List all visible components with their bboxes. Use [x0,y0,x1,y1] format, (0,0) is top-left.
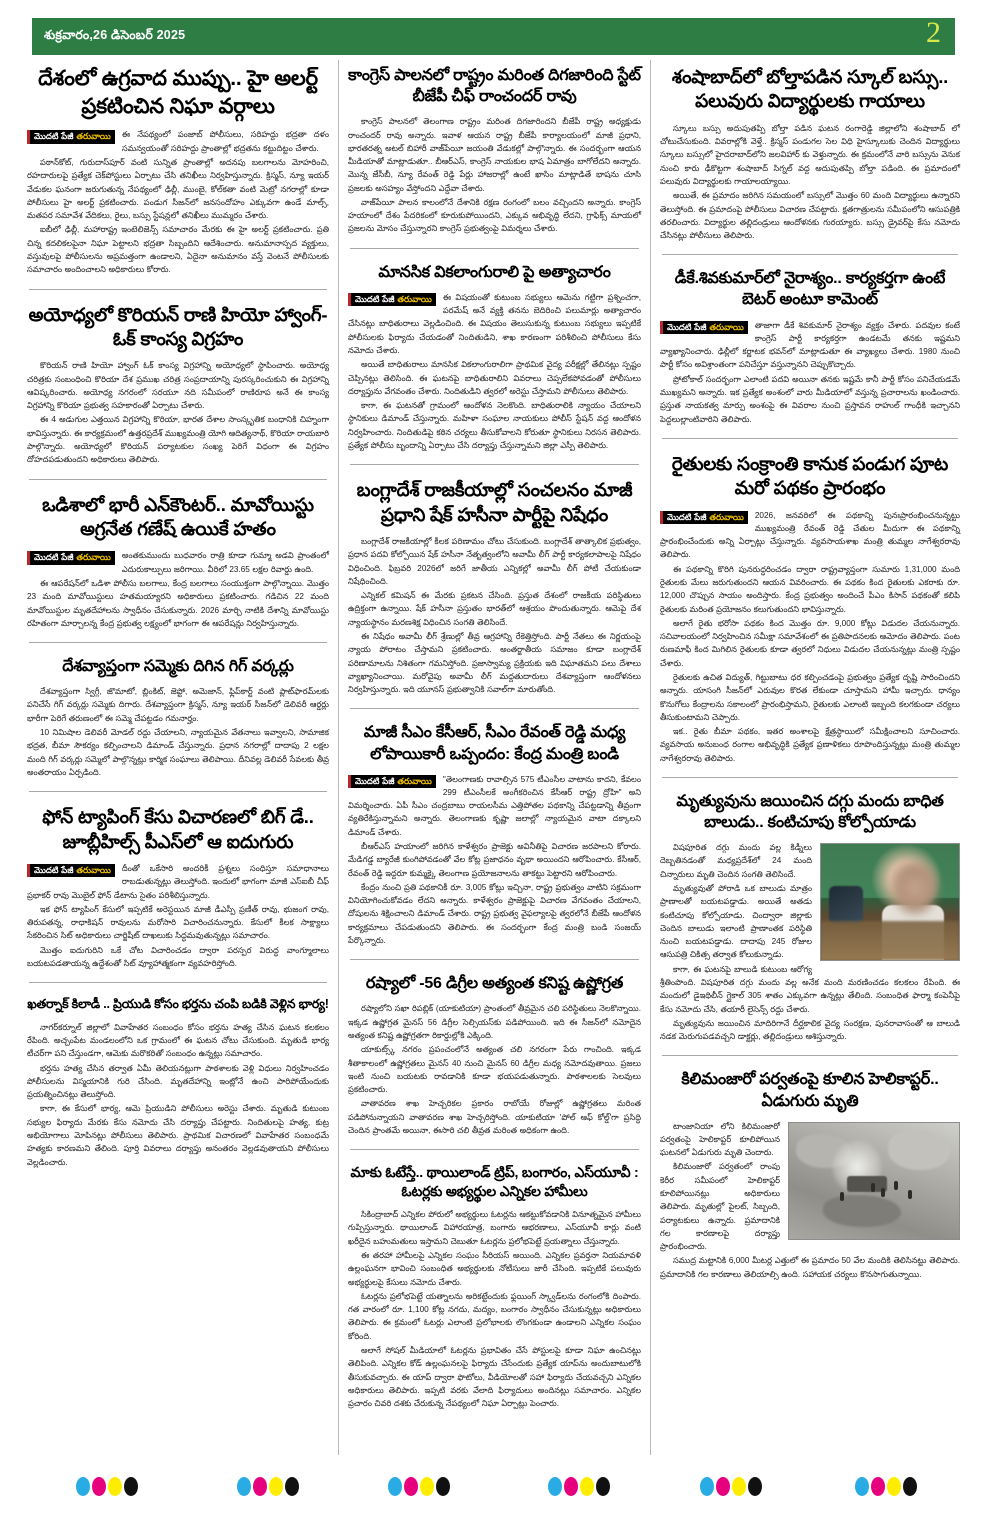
article-headline: మృత్యువును జయించిన దగ్గు మందు బాధిత బాలుడు.. కంటిచూపు కోల్పోయాడు [676,792,944,832]
article-paragraph: ఈ ఆపరేషన్‌లో ఒడిశా పోలీసు బలగాలు, కేంద్ర బలగాలు సంయుక్తంగా పాల్గొన్నాయి. మొత్తం 23 మంది మావోయిస్టులు హతమయ్యారని అధికారులు ప్రకటించారు. గడిచిన 22 మంది మావోయిస్టుల మృతదేహాలను స్వాధీనం చేసుకున్నారు. 2026 మార్చి నాటికి దేశాన్ని మావోయిస్టు రహితంగా మార్చాలన్న కేంద్ర ప్రభుత్వ లక్ష్యంలో భాగంగా ఈ ఆపరేషన్లు నిర్వహిస్తున్నారు. [27,578,329,628]
column-grid [18,60,969,1455]
article-paragraph: ఓటర్లను ప్రలోభపెట్టే యత్నాలను అరికట్టేందుకు ఫ్లయింగ్ స్క్వాడ్‌లను రంగంలోకి దింపారు. గత వారంలో రూ. 1,100 కోట్ల నగదు, మద్యం, బంగారం స్వాధీనం చేసుకున్నట్లు అధికారులు తెలిపారు. ఈ క్రమంలో ఓటర్లు ఎలాంటి ప్రలోభాలకు లొంగకుండా ఉండాలని ఎన్నికల సంఘం కోరింది. [348,1291,641,1341]
article-paragraph: విషపూరిత దగ్గు మందు వల్ల కిడ్నీలు దెబ్బతినడంతో మధ్యప్రదేశ్‌లో 24 మంది చిన్నారులు మృతి చెందిన సంగతి తెలిసిందే. [660,843,812,879]
cmyk-registration-strip [0,1477,987,1503]
continued-badge-suffix: తరువాయి [709,511,744,522]
registration-mark-group [700,1477,762,1496]
yellow-dot-icon [580,1477,594,1496]
article-paragraph: మృత్యువుతో పోరాడి ఒక బాలుడు మాత్రం ప్రాణాలతో బయటపడ్డాడు. అయితే అతడు కంటిచూపు కోల్పోయాడు. చింద్వారా జిల్లాకు చెందిన బాలుడు ఇలాంటి ప్రాణాంతక పరిస్థితి నుంచి బయటపడ్డాడు. దాదాపు 245 రోజుల ఆసుపత్రి చికిత్స తర్వాత కోలుకున్నాడు. [660,884,812,960]
column-left [18,60,338,1455]
article-russia-cold-record [348,968,641,1142]
column-center [338,60,651,1455]
article-paragraph: బీఆర్ఎస్ హయాంలో జరిగిన కాళేశ్వరం ప్రాజెక్టు అవినీతిపై విచారణ జరపాలని కోరారు. మేడిగడ్డ బ్యారేజీ కుంగిపోవడంతో వేల కోట్ల ప్రజాధనం వృథా అయిందని ఆరోపించారు. కేసీఆర్, రేవంత్ రెడ్డి ఇద్దరూ కుమ్మక్కై తెలంగాణ ప్రయోజనాలను తాకట్టు పెట్టారని ఆరోపించారు. [348,842,641,878]
section-divider [29,479,327,480]
section-divider [29,289,327,290]
article-headline: అయోధ్యలో కొరియన్ రాణి హియో హ్వాంగ్-ఓక్ కాంస్య విగ్రహం [28,303,328,349]
continued-badge-suffix: తరువాయి [397,293,432,304]
continued-badge-label: మొదటి పేజీ [355,775,395,786]
photo-person [881,1188,885,1197]
article-headline: బంగ్లాదేశ్ రాజకీయాల్లో సంచలనం మాజీ ప్రధాని షేక్ హసీనా పార్టీపై నిషేధం [356,479,633,525]
continued-badge-label: మొదటి పేజీ [667,321,707,332]
section-divider [662,438,958,439]
article-headline: డీకే.శివకుమార్‌లో నైరాశ్యం.. కార్యకర్తగా ఉంటే బెటర్ అంటూ కామెంట్ [674,270,946,309]
article-headline: దేశంలో ఉగ్రవాద ముప్పు.. హై అలర్ట్ ప్రకటించిన నిఘా వర్గాలు [38,67,318,118]
section-divider [662,254,958,255]
black-dot-icon [124,1477,138,1496]
article-korean-queen-statue [27,298,329,472]
article-headline: కిలిమంజారో పర్వతంపై కూలిన హెలికాప్టర్.. ఏడుగురు మృతి [681,1071,939,1110]
article-bangladesh-party-ban [348,473,641,701]
yellow-dot-icon [887,1477,901,1496]
cyan-dot-icon [237,1477,251,1496]
continued-badge-suffix: తరువాయి [76,864,111,875]
article-paragraph: కాగా, ఈ ఘటనతో గ్రామంలో ఆందోళన నెలకొంది. బాధితురాలికి న్యాయం చేయాలని స్థానికులు డిమాండ్ చేస్తున్నారు. మహిళా సంఘాల నాయకులు పోలీస్ స్టేషన్ వద్ద ఆందోళన నిర్వహించారు. నిందితుడిపై కఠిన చర్యలు తీసుకోవాలని కోరుతూ స్థానికులు నిరసన తెలిపారు. ప్రత్యేక పోలీసు బృందాన్ని ఏర్పాటు చేసి దర్యాప్తు చేస్తున్నామని జిల్లా ఎస్పీ తెలిపారు. [348,401,641,450]
magenta-dot-icon [404,1477,418,1496]
article-paragraph: ప్రోటోకాల్ సందర్భంగా ఎలాంటి పదవి అయినా తనకు ఇష్టమే కానీ పార్టీ కోసం పనిచేయడమే ముఖ్యమని అన్నారు. ఇక ప్రత్యేక అంశంలో వారు మీడియాలో వస్తున్న ప్రచారాలను ఖండించారు. ప్రస్తుత నాయకత్వ మార్పు అంశంపై ఈ వివరాల నుంచి ప్రస్తావన రాహుల్ గాంధీకి ఇచ్చానని పెద్దలుల్లాంటివారిని తెలిపారు. [660,374,960,424]
registration-mark-group [855,1477,917,1496]
photo-person [840,1192,844,1201]
blurred-face-overlay [893,863,937,913]
photo-person [871,1183,875,1192]
article-paragraph: వాజ్‌పేయీ పాలన కాలంలోనే దేశానికి రక్షణ రంగంలో బలం వచ్చిందని అన్నారు. కాంగ్రెస్ హయాంలో దేశం పేదరికంలో కూరుకుపోయిందని, ఎక్కువ అభివృద్ధి లేదని, గ్రాఫిక్స్ మాయలో ప్రజలను మోసం చేస్తున్నారని కాంగ్రెస్ ప్రభుత్వంపై విమర్శలు చేశారు. [348,197,641,234]
article-paragraph: నాగర్‌కర్నూల్ జిల్లాలో వివాహేతర సంబంధం కోసం భర్తను హత్య చేసిన ఘటన కలకలం రేపింది. అచ్చంపేట మండలంలోని ఒక గ్రామంలో ఈ ఘటన చోటు చేసుకుంది. మృతుడి భార్య టీచర్‌గా పని చేస్తుండగా, ఆమెకు మరొకరితో సంబంధం ఉన్నట్లు సమాచారం. [27,1022,329,1059]
article-headline: మాజీ సీఎం కేసీఆర్, సీఎం రేవంత్ రెడ్డి మధ్య లోపాయికారీ ఒప్పందం: కేంద్ర మంత్రి బండి [363,724,626,763]
article-headline: ఫోన్ ట్యాపింగ్ కేసు విచారణలో బిగ్ డే.. జూబ్లీహిల్స్ పీఎస్‌లో ఆ ఐదుగురు [42,806,314,852]
article-phone-tapping-case [27,800,329,975]
section-divider [662,1055,958,1056]
article-headline: మానసిక వికలాంగురాలి పై అత్యాచారం [378,263,611,281]
article-paragraph: స్కూలు బస్సు అదుపుతప్పి బోల్తా పడిన ఘటన రంగారెడ్డి జిల్లాలోని శంషాబాద్ లో చోటుచేసుకుంది. వివరాల్లోకి వెళ్తే.. క్రిస్మస్ పండుగల సెల విధి హైస్కూలుకు చెందిన విద్యార్థులు స్కూలు బస్సులో హైదరాబాద్‌లోని జలవిహార్ కు వెళ్తున్నారు. ఈ క్రమంలోనే వారి బస్సును వెనుక నుంచి కారు ఢీకొట్టగా శంషాబాద్ సిగ్నల్ వద్ద అదుపుతప్పి బోల్తా పడింది. ఈ ప్రమాదంలో పలువురు విద్యార్థులకు గాయాలయ్యాయి. [660,123,960,186]
article-paragraph: భర్తను హత్య చేసిన తర్వాత ఏమీ తెలియనట్లుగా పాఠశాలకు వెళ్లి విధులు నిర్వహించడం పోలీసులను విస్మయానికి గురి చేసింది. మృతదేహాన్ని ఇంట్లోనే ఉంచి పారిపోయేందుకు ప్రయత్నించినట్లు తెలుస్తోంది. [27,1063,329,1100]
article-paragraph: కాగా, ఈ కేసులో భార్య, ఆమె ప్రియుడిని పోలీసులు అరెస్టు చేశారు. మృతుడి కుటుంబ సభ్యుల ఫిర్యాదు మేరకు కేసు నమోదు చేసి దర్యాప్తు చేపట్టారు. నిందితులపై హత్య, కుట్ర అభియోగాలు మోపినట్లు పోలీసులు తెలిపారు. ప్రాథమిక విచారణలో వివాహేతర సంబంధమే హత్యకు కారణమని తేలింది. పూర్తి వివరాలు దర్యాప్తు అనంతరం వెల్లడవుతాయని పోలీసులు వెల్లడించారు. [27,1104,329,1167]
continued-badge-suffix: తరువాయి [76,552,111,563]
section-divider [29,642,327,643]
continued-badge-suffix: తరువాయి [397,775,432,786]
article-paragraph: కాగా, ఈ ఘటనపై బాలుడి కుటుంబ ఆరోగ్య శ్రీతింపొంది. విషపూరిత దగ్గు మందు వల్ల అనేక మంది మరణించడం కలకలం రేపింది. ఈ మందులో డైఇథిలీన్ గ్లైకాల్ 305 శాతం ఎక్కువగా ఉన్నట్లు తేలింది. సంబంధిత ఫార్మా కంపెనీపై కేసు నమోదు చేసి, తయారీ లైసెన్స్ రద్దు చేశారు. [660,964,960,1014]
article-paragraph [348,291,641,357]
article-paragraph: కొరియన్ రాణి హియో హ్వాంగ్ ఓక్ కాంస్య విగ్రహాన్ని అయోధ్యలో స్థాపించారు. అయోధ్య చరిత్రకు సంబంధించి కొరియా దేశ ప్రముఖ చరిత్ర సంప్రదాయాన్ని పురస్కరించుకుని ఈ విగ్రహాన్ని ఆవిష్కరించారు. అయోధ్య నగరంలో సరయూ నది సమీపంలో రాణిరూప అనే ఈ కాంస్య విగ్రహాన్ని కొరియా ప్రభుత్వ సహకారంతో ఏర్పాటు చేశారు. [27,361,329,411]
article-paragraph: ఈ తరహా హామీలపై ఎన్నికల సంఘం సీరియస్ అయింది. ఎన్నికల ప్రవర్తనా నియమావళి ఉల్లంఘనగా భావించి సంబంధిత అభ్యర్థులకు నోటీసులు జారీ చేసింది. ఇప్పటికే పలువురు అభ్యర్థులపై కేసులు నమోదు చేశారు. [348,1251,641,1287]
section-divider [350,248,639,249]
article-paragraph [27,549,329,576]
cyan-dot-icon [700,1477,714,1496]
article-farmers-sankranti-scheme [660,447,960,770]
article-paragraph: ఐబీలో ఢిల్లీ, మహారాష్ట్ర ఇంటెలిజెన్స్ సమాచారం మేరకు ఈ హై అలర్ట్ ప్రకటించారు. ప్రతి చిన్న కదలికలపైనా నిఘా పెట్టాలని భద్రతా సిబ్బందిని ఆదేశించారు. అనుమానాస్పద వ్యక్తులు, వస్తువులపై పోలీసులను అప్రమత్తంగా ఉండాలని, ఏదైనా అనుమానం వస్తే వెంటనే పోలీసులకు సమాచారం అందించాలని అధికారులు కోరారు. [27,225,329,275]
cyan-dot-icon [855,1477,869,1496]
article-headline: ఒడిశాలో భారీ ఎన్‌కౌంటర్.. మావోయిస్టు అగ్రనేత గణేష్ ఉయికే హతం [42,493,314,539]
article-paragraph: బంగ్లాదేశ్ రాజకీయాల్లో కీలక పరిణామం చోటు చేసుకుంది. బంగ్లాదేశ్ తాత్కాలిక ప్రభుత్వం, ప్రధాన పదవి కోల్పోయిన షేక్ హసీనా నేతృత్వంలోని అవామీ లీగ్ పార్టీ కార్యకలాపాలపై నిషేధం విధించింది. ఫిబ్రవరి 2026లో జరిగే జాతీయ ఎన్నికల్లో అవామీ లీగ్ పోటీ చేయకుండా నిషేధించింది. [348,537,641,586]
article-paragraph [27,862,329,902]
article-paragraph: టాంజానియా లోని కిలిమంజారో పర్వతంపై హెలికాప్టర్ కూలిపోయిన ఘటనలో ఏడుగురు మృతి చెందారు. [660,1121,780,1158]
photo-object [829,886,863,924]
paragraph-text: అంతకుముందు బుధవారం రాత్రి కూడా గుమ్మా అడవి ప్రాంతంలో ఎదురుకాల్పులు జరిగాయి. వీరిలో 23.65 లక్షల రివార్డు ఉంది. [121,551,329,574]
paragraph-text: దీంతో ఒకేసారి అందరికీ ప్రశ్నలు సంధిస్తూ సమాధానాలు రాబడుతున్నట్లు తెలుస్తోంది. ఇందులో భాగంగా మాజీ ఎస్ఐబీ చీఫ్ ప్రభాకర్ రావు మొబైల్ ఫోన్ డేటాను సైతం పరిశీలిస్తున్నారు. [27,863,329,900]
article-paragraph: ఈ నిషేధం అవామీ లీగ్ శ్రేణుల్లో తీవ్ర ఆగ్రహాన్ని రేకెత్తిస్తోంది. పార్టీ నేతలు ఈ నిర్ణయంపై న్యాయ పోరాటం చేస్తామని ప్రకటించారు. అంతర్జాతీయ సమాజం కూడా బంగ్లాదేశ్ పరిణామాలను నిశితంగా గమనిస్తోంది. ప్రజాస్వామ్య ప్రక్రియకు ఇది విఘాతమని పలు దేశాలు వ్యాఖ్యానించాయి. మరోవైపు అవామీ లీగ్ మద్దతుదారులు దేశవ్యాప్తంగా ఆందోళనలు నిర్వహిస్తున్నారు. ఇది యూనస్ ప్రభుత్వానికి సవాల్‌గా మారుతోంది. [348,632,641,695]
section-divider [350,959,639,960]
article-headline: కాంగ్రెస్ పాలనలో రాష్ట్రం మరింత దిగజారింది స్టేట్ బీజేపీ చీఫ్ రాంచందర్ రావు [348,67,641,106]
continued-badge [660,511,748,525]
article-paragraph: కేంద్రం నుంచి ప్రతి పథకానికీ రూ. 3,005 కోట్లు ఇచ్చినా, రాష్ట్ర ప్రభుత్వం వాటిని సక్రమంగా వినియోగించుకోవడం లేదని అన్నారు. కాళేశ్వరం ప్రాజెక్టుపై విచారణ వేగవంతం చేయాలని, దోషులను శిక్షించాలని డిమాండ్ చేశారు. రాష్ట్ర ప్రభుత్వ వైఫల్యాలపై త్వరలోనే బీజేపీ ఆందోళన కార్యక్రమాలు చేపడుతుందని తెలిపారు. ఈ సందర్భంగా కేంద్ర మంత్రి బండి సంజయ్ పేర్కొన్నారు. [348,882,641,946]
column-right [651,60,969,1455]
article-paragraph: అయితే బాధితురాలు మానసిక వికలాంగురాలిగా ప్రాథమిక వైద్య పరీక్షల్లో తేలినట్లు స్పష్టం చెప్పినట్లు తెలిసింది. ఈ ఘటనపై బాధితురాలిని వివరాలు చెప్పలేకపోవడంతో పోలీసులు దర్యాప్తును వేగవంతం చేశారు. నిందితుడిని త్వరలో అరెస్టు చేస్తామని పోలీసులు తెలిపారు. [348,360,641,396]
article-paragraph: ఎన్నికల్ కమిషన్ ఈ మేరకు ప్రకటన చేసింది. ప్రస్తుత దేశంలో రాజకీయ పరిస్థితులు ఉద్రిక్తంగా ఉన్నాయి. షేక్ హసీనా ప్రస్తుతం భారత్‌లో ఆశ్రయం పొందుతున్నారు. ఆమెపై దేశ న్యాయస్థానం మరణశిక్ష విధించిన సంగతి తెలిసిందే. [348,591,641,627]
article-paragraph: యాకుట్స్క్ నగరం ప్రపంచంలోనే అత్యంత చలి నగరంగా పేరు గాంచింది. ఇక్కడ శీతాకాలంలో ఉష్ణోగ్రతలు మైనస్ 40 నుంచి మైనస్ 60 డిగ్రీల మధ్య నమోదవుతాయి. ప్రజలు ఇంటి నుంచి బయటకు రావడానికి కూడా భయపడుతున్నారు. పాఠశాలలకు సెలవులు ప్రకటించారు. [348,1045,641,1095]
black-dot-icon [436,1477,450,1496]
yellow-dot-icon [269,1477,283,1496]
article-paragraph [660,319,960,372]
magenta-dot-icon [564,1477,578,1496]
article-headline: రైతులకు సంక్రాంతి కానుక పండుగ పూట మరో పథకం ప్రారంభం [671,452,949,499]
article-paragraph: అయితే, ఈ ప్రమాదం జరిగిన సమయంలో బస్సులో మొత్తం 60 మంది విద్యార్థులు ఉన్నారని తెలుస్తోంది. ఈ ప్రమాదంపై పోలీసులు విచారణ చేపట్టారు. క్షతగాత్రులను సమీపంలోని ఆసుపత్రికి తరలించారు. విద్యార్థుల తల్లిదండ్రులు ఆందోళనకు గురయ్యారు. బస్సు డ్రైవర్‌పై కేసు నమోదు చేసినట్లు పోలీసులు తెలిపారు. [660,191,960,241]
photo-person [894,1181,898,1190]
article-paragraph: 10 నిమిషాల డెలివరీ మోడల్ రద్దు చేయాలని, న్యాయమైన వేతనాలు ఇవ్వాలని, సామాజిక భద్రత, బీమా సౌకర్యం కల్పించాలని డిమాండ్ చేస్తున్నారు. ప్రధాన నగరాల్లో దాదాపు 2 లక్షల మంది గిగ్ వర్కర్లు సమ్మెలో పాల్గొన్నట్లు కార్మిక సంఘాలు తెలిపాయి. దీనివల్ల డెలివరీ సేవలకు తీవ్ర అంతరాయం ఏర్పడింది. [27,728,329,777]
article-paragraph: కాంగ్రెస్ పాలనలో తెలంగాణ రాష్ట్రం మరింత దిగజారిందని బీజేపీ రాష్ట్ర అధ్యక్షుడు రాంచందర్ రావు అన్నారు. ఇవాళ ఆయన రాష్ట్ర బీజేపీ కార్యాలయంలో మాజీ ప్రధాని, భారతరత్న అటల్ బిహారీ వాజ్‌పేయీ జయంతి వేడుకల్లో పాల్గొన్నారు. ఈ సందర్భంగా ఆయన మీడియాతో మాట్లాడుతూ.. బీఆర్ఎస్, కాంగ్రెస్ నాయకుల భాష ఏమాత్రం బాగోలేదని అన్నారు. మొన్న జేసీబీ, న్యూ రేవంత్ రెడ్డి పేర్లు హాజరాల్లో ఉంటే ఖాసిం మాట్లాడితే భాషను చూసి ప్రజలకు అసహ్యం వేస్తోందని ఎద్దేవా చేశారు. [348,117,641,193]
article-headline: శంషాబాద్‌లో బోల్తాపడిన స్కూల్ బస్సు.. పలువురు విద్యార్థులకు గాయాలు [671,66,949,112]
article-paragraph: కిలిమంజారో పర్వతంలో రాంపు కెరీర సమీపంలో హెలికాప్టర్ కూలిపోయినట్లు అధికారులు తెలిపారు. మృతుల్లో పైలట్, సిబ్బంది, పర్యాటకులు ఉన్నారు. ప్రమాదానికి గల కారణాలపై దర్యాప్తు ప్రారంభించారు. [660,1162,780,1252]
magenta-dot-icon [871,1477,885,1496]
paragraph-text: ఈ విషయంతో కుటుంబ సభ్యులు ఆమెను గట్టిగా ప్రశ్నించగా, పరమేష్ అనే వ్యక్తి తనను బెదిరించి పలుమార్లు అత్యాచారం చేసినట్లు బాధితురాలు వెల్లడించింది. ఈ విషయం తెలుసుకున్న కుటుంబ సభ్యులు ఇప్పటికే పోలీసులకు ఫిర్యాదు చేయడంతో నిందితుడిని, శాఖ కారణంగా పరిశీలించి పోలీసులు కేసు నమోదు చేశారు. [348,292,641,355]
article-kilimanjaro-helicopter-crash [660,1064,960,1286]
article-paragraph: దేశవ్యాప్తంగా స్విగ్గీ, జొమాటో, బ్లింకిట్, జెప్టో, అమెజాన్, ఫ్లిప్‌కార్ట్ వంటి ప్లాట్‌ఫారమ్‌లకు పనిచేసే గిగ్ వర్కర్లు సమ్మెకు దిగారు. దేశవ్యాప్తంగా క్రిస్మస్, న్యూ ఇయర్ సీజన్‌లో డెలివరీ ఆర్డర్లు భారీగా పెరిగే తరుణంలో ఈ సమ్మె చేపట్టడం గమనార్హం. [27,687,329,723]
continued-badge-label: మొదటి పేజీ [355,293,395,304]
black-dot-icon [748,1477,762,1496]
cyan-dot-icon [76,1477,90,1496]
article-headline: మాకు ఓటేస్తే.. థాయిలాండ్ ట్రిప్, బంగారం, ఎస్‌యూవీ : ఓటర్లకు అభ్యర్థుల ఎన్నికల హామీలు [350,1164,639,1199]
registration-mark-group [76,1477,138,1496]
yellow-dot-icon [108,1477,122,1496]
continued-badge [27,864,115,878]
continued-badge [27,130,115,144]
continued-badge-suffix: తరువాయి [709,321,744,332]
photo-person [908,1190,912,1199]
article-paragraph: ఇక.. రైతు బీమా పథకం, ఇతర అంశాలపై క్షేత్రస్థాయిలో సమీక్షించాలని సూచించారు. వ్యవసాయ అనుబంధ రంగాల అభివృద్ధికి ప్రత్యేక ప్రణాళికలు రూపొందిస్తున్నట్లు మంత్రి తుమ్మల నాగేశ్వరరావు తెలిపారు. [660,727,960,763]
article-paragraph: రైతులకు ఉచిత విద్యుత్, గిట్టుబాటు ధర కల్పించడంపై ప్రభుత్వం ప్రత్యేక దృష్టి సారించిందని అన్నారు. యాసంగి సీజన్‌లో ఎరువుల కొరత లేకుండా చూస్తామని హామీ ఇచ్చారు. ధాన్యం కొనుగోలు కేంద్రాలను సకాలంలో ప్రారంభిస్తామని, రైతులకు ఎలాంటి ఇబ్బంది కలగకుండా చర్యలు తీసుకుంటామని చెప్పారు. [660,673,960,722]
photo-boy-hospital [820,843,960,961]
article-paragraph: ఈ 4 అడుగుల ఎత్తయిన విగ్రహాన్ని కొరియా, భారత దేశాల సాంస్కృతిక బంధానికి చిహ్నంగా భావిస్తున్నారు. ఈ కార్యక్రమంలో ఉత్తరప్రదేశ్ ముఖ్యమంత్రి యోగి ఆదిత్యనాథ్, కొరియా రాయబారి పాల్గొన్నారు. అయోధ్యలో కొరియన్ పర్యాటకుల సంఖ్య పెరిగే విధంగా ఈ విగ్రహం దోహదపడుతుందని అధికారులు తెలిపారు. [27,415,329,465]
continued-badge-label: మొదటి పేజీ [34,864,74,875]
article-terror-alert [27,60,329,282]
section-divider [350,708,639,709]
section-divider [29,982,327,983]
article-disabled-woman-assault [348,257,641,457]
black-dot-icon [596,1477,610,1496]
continued-badge [348,293,436,307]
registration-mark-group [237,1477,299,1496]
article-gig-workers-strike [27,651,329,784]
article-dk-shivakumar-comment [660,263,960,430]
continued-badge-label: మొదటి పేజీ [34,552,74,563]
article-paragraph: మొత్తం ఐదుగురిని ఒకే చోట విచారించడం ద్వారా పరస్పర విరుద్ధ వాంగ్మూలాలు బయటపడతాయన్న ఉద్దేశంతో సిట్ వ్యూహాత్మకంగా వ్యవహరిస్తోంది. [27,945,329,968]
photo-rock [823,1195,901,1227]
article-paragraph: అలాగే రైతు భరోసా పథకం కింద మొత్తం రూ. 9,000 కోట్లు విడుదల చేయనున్నారు. సచివాలయంలో నిర్వహించిన సమీక్షా సమావేశంలో ఈ ప్రతిపాదనలకు ఆమోదం తెలిపారు. పంట రుణమాఫీ కింద మిగిలిన రైతులకు కూడా త్వరలో నిధులు విడుదల చేయనున్నట్లు మంత్రి స్పష్టం చేశారు. [660,618,960,668]
section-divider [350,464,639,465]
cyan-dot-icon [388,1477,402,1496]
black-dot-icon [285,1477,299,1496]
continued-badge-label: మొదటి పేజీ [667,511,707,522]
section-divider [29,791,327,792]
article-paragraph [27,128,329,155]
article-paragraph [660,509,960,562]
section-divider [350,1149,639,1150]
article-paragraph: సికింద్రాబాద్ ఎన్నికల పోరులో అభ్యర్థులు ఓటర్లను ఆకట్టుకోవడానికి వినూత్నమైన హామీలు గుప్పిస్తున్నారు. థాయిలాండ్ విహారయాత్ర, బంగారు ఆభరణాలు, ఎస్‌యూవీ కార్లు వంటి ఖరీదైన బహుమతులు ఇస్తామని చెబుతూ ఓటర్లను ప్రలోభపెట్టే ప్రయత్నాలు చేస్తున్నారు. [348,1210,641,1246]
paragraph-text: "తెలంగాణకు రావాల్సిన 575 టీఎంసీల వాటాను కాదని, కేవలం 299 టీఎంసీలకే అంగీకరించిన కేసీఆర్ రాష్ట్ర ద్రోహి" అని విమర్శించారు. ఏపీ సీఎం చంద్రబాబు రాయలసీమ ఎత్తిపోతల పథకాన్ని చేపట్టడాన్ని తీవ్రంగా వ్యతిరేకిస్తున్నామని అన్నారు. తెలంగాణకు కృష్ణా జలాల్లో న్యాయమైన వాటా దక్కాలని డిమాండ్ చేశారు. [348,774,641,837]
paragraph-text: 2026, జనవరిలో ఈ పథకాన్ని పునఃప్రారంభించనున్నట్టు ముఖ్యమంత్రి రేవంత్ రెడ్డి చేతుల మీదుగా ఈ పథకాన్ని ప్రారంభించేందుకు అన్ని ఏర్పాట్లు చేస్తున్నారు. వ్యవసాయశాఖ మంత్రి తుమ్మల నాగేశ్వరరావు తెలిపారు. [660,510,960,560]
article-odisha-encounter [27,488,329,636]
article-paragraph: పఠాన్‌కోట్, గురుదాస్‌పూర్ వంటి సున్నిత ప్రాంతాల్లో అదనపు బలగాలను మోహరించి, రహదారులపై ప్రత్యేక చెక్‌పోస్టులు ఏర్పాటు చేసి తనిఖీలు నిర్వహిస్తున్నారు. క్రిస్మస్, న్యూ ఇయర్ వేడుకల ఘనంగా జరుగుతున్న నేపథ్యంలో ఢిల్లీ, ముంబై, కోల్‌కతా వంటి మెట్రో నగరాల్లో కూడా పోలీసులు హై అలర్ట్ ప్రకటించారు. పండుగ సీజన్‌లో జనసందోహం ఎక్కువగా ఉండే మాల్స్, మతపర సమావేశ వేదికలు, రైలు, బస్సు స్టేషన్లలో తనిఖీలు ముమ్మరం చేశారు. [27,158,329,221]
publication-date: శుక్రవారం,26 డిసెంబర్ 2025 [44,27,186,42]
article-paragraph: సముద్ర మట్టానికి 6,000 మీటర్ల ఎత్తులో ఈ ప్రమాదం 50 వేల మందికి తెలిసినట్టు తెలిపారు. ప్రమాదానికి గల కారణాలు తెలియాల్సి ఉంది. సహాయక చర్యలు కొనసాగుతున్నాయి. [660,1256,960,1279]
yellow-dot-icon [732,1477,746,1496]
continued-badge-label: మొదటి పేజీ [34,131,74,142]
article-headline: రష్యాలో -56 డిగ్రీల అత్యంత కనిష్ట ఉష్ణోగ్రత [365,975,624,993]
registration-mark-group [388,1477,450,1496]
article-cough-syrup-boy [660,786,960,1048]
article-bjp-chief-statement [348,60,641,241]
article-wife-murder-case [27,991,329,1174]
article-headline: ఖతర్నాక్ కిలాడీ .. ప్రియుడి కోసం భర్తను చంపి బడికి వెళ్లిన భార్య! [27,997,329,1012]
paragraph-text: తాజాగా డీకే శివకుమార్ నైరాశ్యం వ్యక్తం చేశారు. పదవుల కంటే కాంగ్రెస్ పార్టీ కార్యకర్తగా ఉండటమే తనకు ఇష్టమని వ్యాఖ్యానించారు. ఢిల్లీలో కర్ణాటక భవన్‌లో మాట్లాడుతూ ఈ వ్యాఖ్యలు చేశారు. 1980 నుంచి పార్టీ కోసం అవిశ్రాంతంగా పనిచేస్తూ వస్తున్నానని చెప్పుకొచ్చారు. [660,320,960,370]
continued-badge-suffix: తరువాయి [76,131,111,142]
registration-mark-group [548,1477,610,1496]
magenta-dot-icon [92,1477,106,1496]
article-paragraph: మృత్యువును జయించిన మాదిరిగానే దీర్ఘకాలిక వైద్య సంరక్షణ, పునరావాసంతో ఆ బాలుడి నడక మెరుగుపడవచ్చని డాక్టర్లు, తల్లిదండ్రులు ఆశిస్తున్నారు. [660,1018,960,1042]
article-paragraph: రష్యాలోని సఖా రిపబ్లిక్ (యాకుటియా) ప్రాంతంలో తీవ్రమైన చలి పరిస్థితులు నెలకొన్నాయి. ఇక్కడ ఉష్ణోగ్రత మైనస్ 56 డిగ్రీల సెల్సియస్‌కు పడిపోయింది. ఇది ఈ సీజన్‌లో నమోదైన అత్యంత కనిష్ట ఉష్ణోగ్రతగా రికార్డుల్లోకి ఎక్కింది. [348,1004,641,1040]
magenta-dot-icon [253,1477,267,1496]
continued-badge [348,775,436,789]
masthead-bar [32,15,955,55]
photo-rock [888,1130,950,1170]
article-paragraph: వాతావరణ శాఖ హెచ్చరికల ప్రకారం రాబోయే రోజుల్లో ఉష్ణోగ్రతలు మరింత పడిపోనున్నాయని వాతావరణ శాఖ హెచ్చరిస్తోంది. యాకుటియా 'పోల్ ఆఫ్ కోల్డ్'గా ప్రసిద్ధి చెందిన ప్రాంతమే అయినా, ఈసారి చలి తీవ్రత మరింత అధికంగా ఉంది. [348,1099,641,1135]
article-paragraph: ఈ పథకాన్ని కొరిగి పునరుద్ధరించడం ద్వారా రాష్ట్రవ్యాప్తంగా సుమారు 1,31,000 మంది రైతులకు మేలు జరుగుతుందని ఆయన వివరించారు. ఈ పథకం కింద రైతులకు ఎకరాకు రూ. 12,000 చొప్పున సాయం అందిస్తారు. కేంద్ర ప్రభుత్వం అందించే పీఎం కిసాన్ పథకంతో కలిపి రైతులకు మరింత ప్రయోజనం కలుగుతుందని భావిస్తున్నారు. [660,564,960,614]
cyan-dot-icon [548,1477,562,1496]
magenta-dot-icon [716,1477,730,1496]
article-headline: దేశవ్యాప్తంగా సమ్మెకు దిగిన గిగ్ వర్కర్లు [62,658,294,676]
photo-helicopter-crash-site [788,1122,960,1240]
article-election-bribes [348,1158,641,1415]
continued-badge [27,551,115,565]
continued-badge [660,321,748,335]
yellow-dot-icon [420,1477,434,1496]
article-paragraph: అలాగే సోషల్ మీడియాలో ఓటర్లను ప్రభావితం చేసే పోస్టులపై కూడా నిఘా ఉంచినట్లు తెలిపింది. ఎన్నికల కోడ్ ఉల్లంఘనలపై ఫిర్యాదు చేసేందుకు ప్రత్యేక యాప్‌ను అందుబాటులోకి తీసుకువచ్చారు. ఈ యాప్ ద్వారా ఫొటోలు, వీడియోలతో సహా ఫిర్యాదు చేయవచ్చని ఎన్నికల అధికారులు తెలిపారు. ఇప్పటి వరకు వేలాది ఫిర్యాదులు అందినట్లు సమాచారం. ఎన్నికల ప్రచారం చివరి దశకు చేరుకున్న నేపథ్యంలో నిఘా ఏర్పాట్లు పెంచారు. [348,1345,641,1409]
black-dot-icon [903,1477,917,1496]
photo-floor [821,921,959,960]
paragraph-text: ఈ నేపథ్యంలో పంజాబ్ పోలీసులు, సరిహద్దు భద్రతా దళం సమన్వయంతో సరిహద్దు ప్రాంతాల్లో భద్రతను కట్టుదిట్టం చేశారు. [121,130,329,153]
section-divider [662,777,958,778]
article-kcr-revanth-agreement [348,717,641,952]
article-paragraph [348,773,641,839]
article-paragraph: ఇక ఫోన్ ట్యాపింగ్ కేసులో ఇప్పటికే అరెస్టయిన మాజీ డీఎస్పీ ప్రణీత్ రావు, భుజంగ రావు, తిరుపతన్న, రాధాకిషన్ రావులను మరోసారి విచారించనున్నారు. కేసులో కీలక సాక్ష్యాలు సేకరించిన సిట్ అధికారులు చార్జిషీట్ దాఖలుకు సిద్ధమవుతున్నట్లు సమాచారం. [27,904,329,941]
article-school-bus-accident [660,60,960,247]
page-number: 2 [926,15,941,49]
